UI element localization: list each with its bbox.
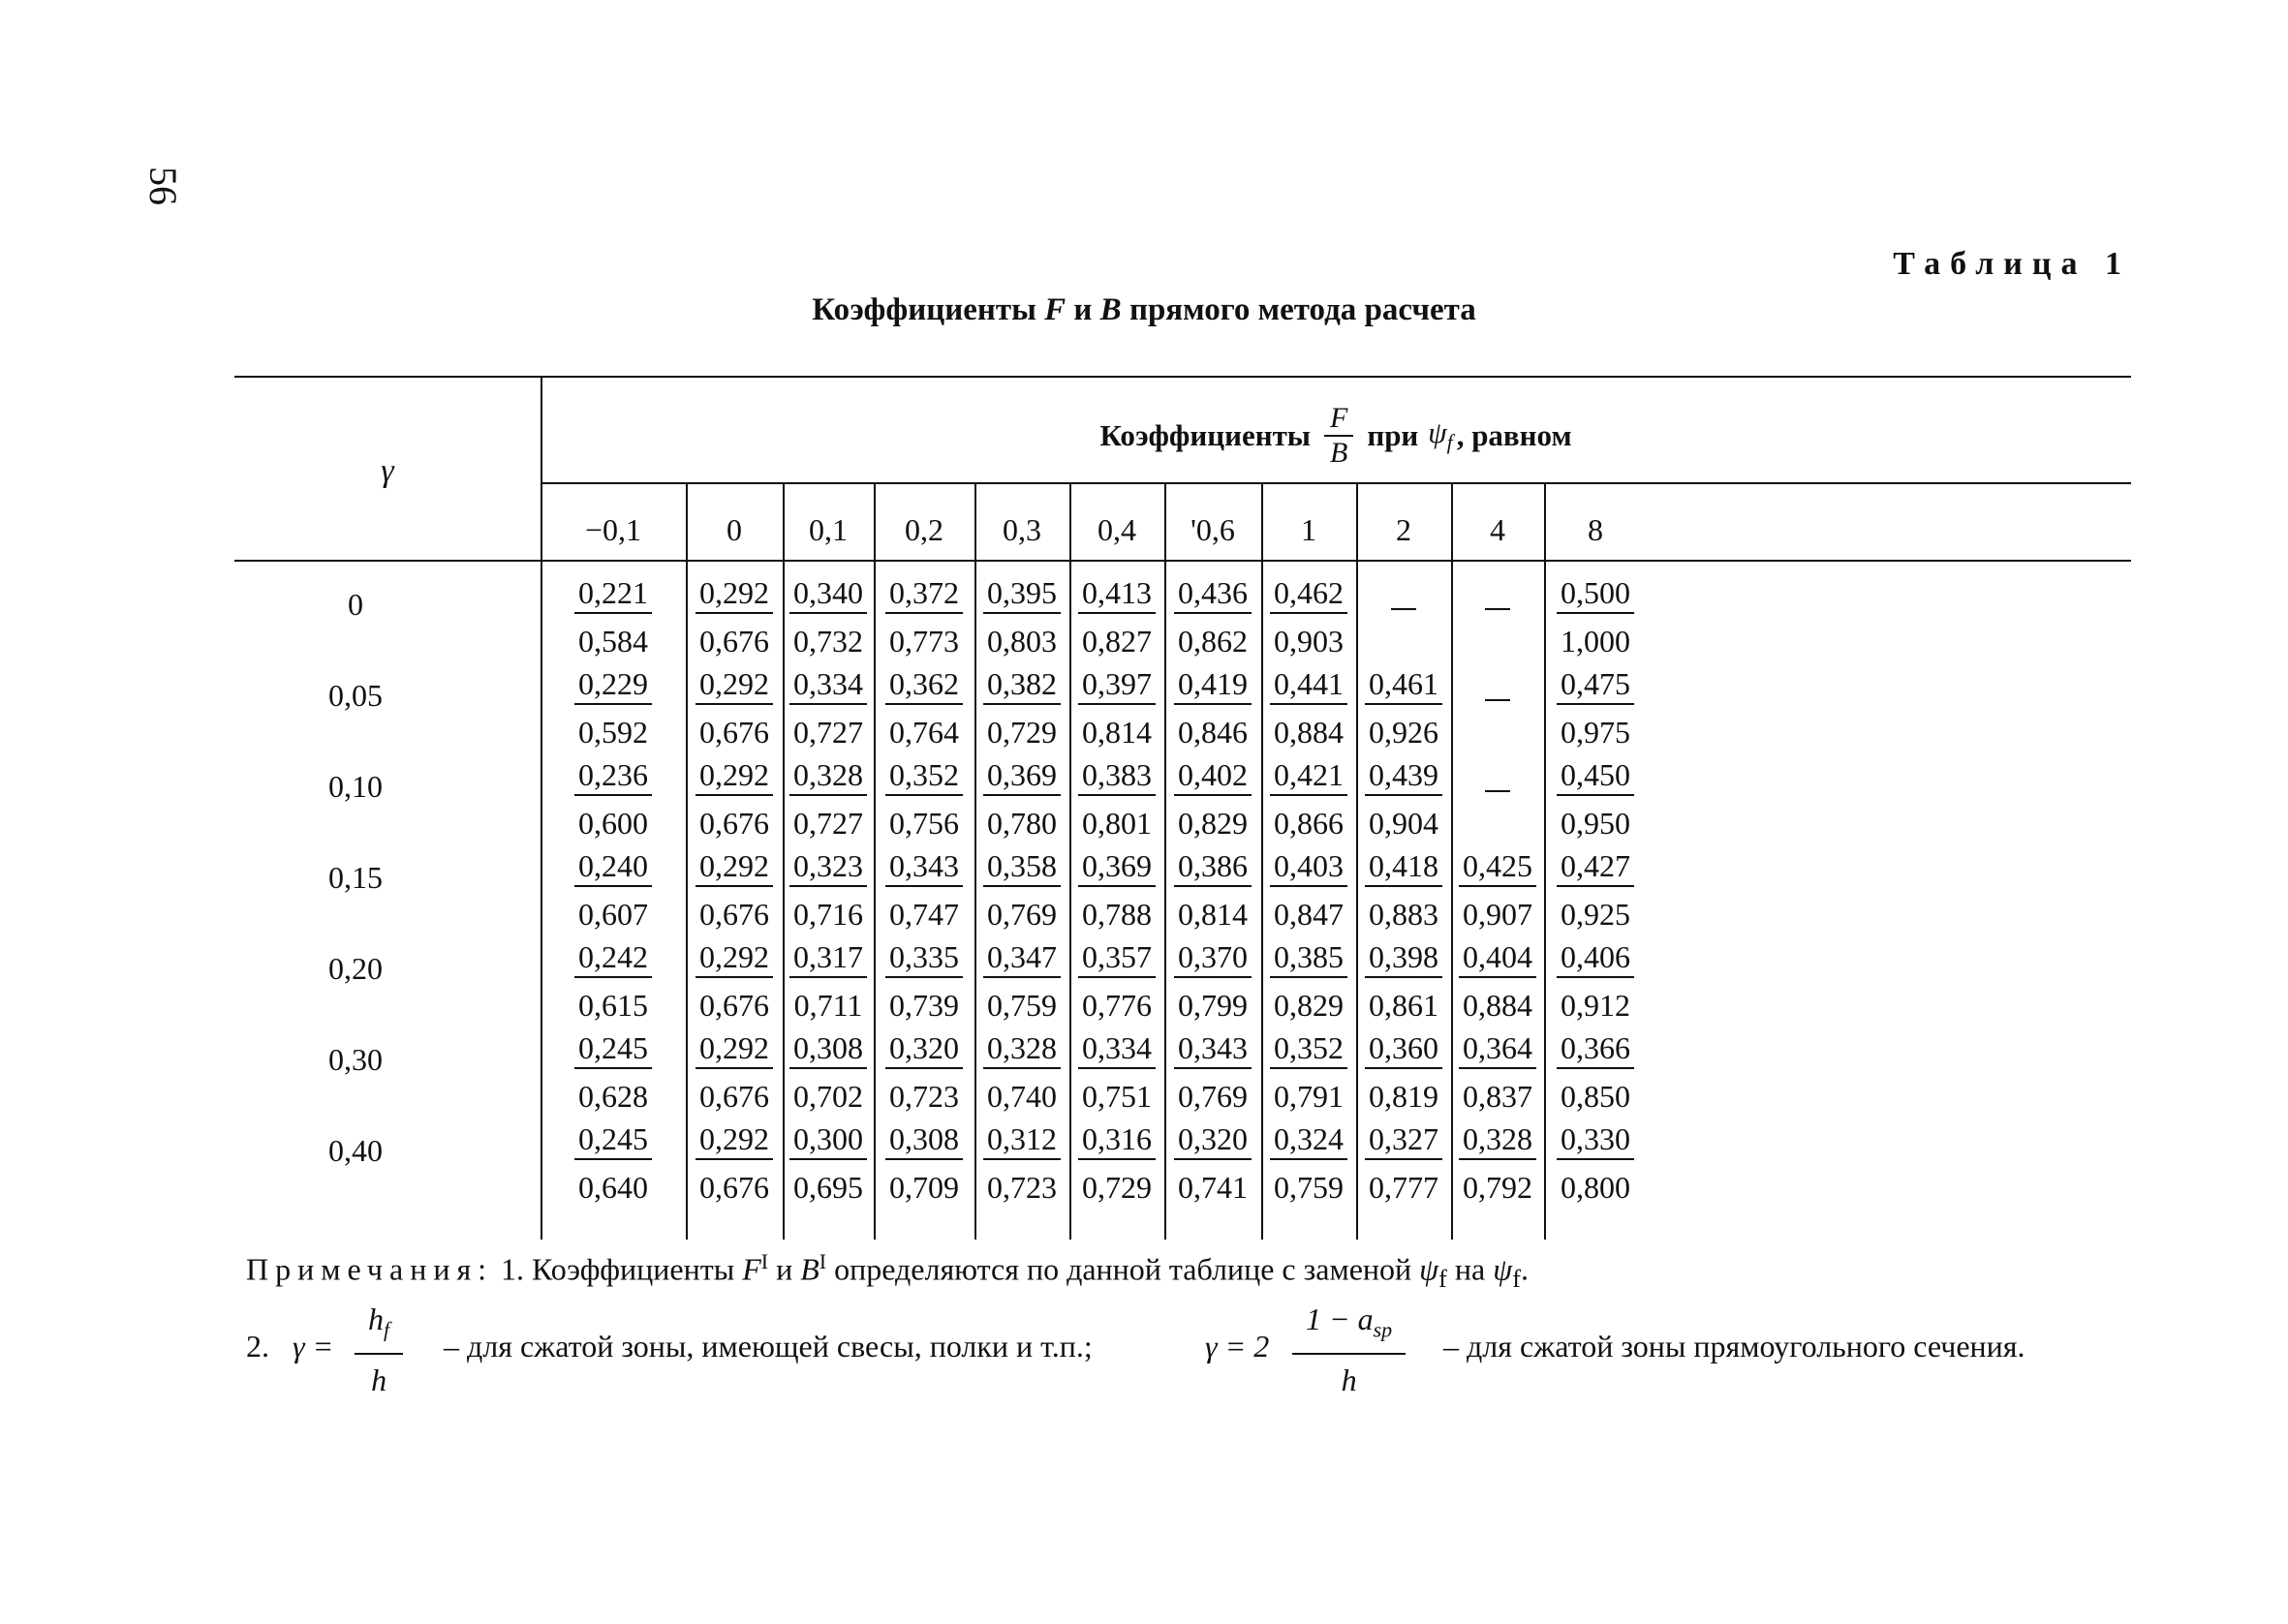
table-cell [1069, 932, 1164, 1023]
coefficient-f: 0,334 [1078, 1030, 1156, 1069]
coefficient-b: 1,000 [1561, 624, 1630, 659]
table-cell [874, 1023, 974, 1114]
fraction-denominator: B [1330, 437, 1348, 469]
table-cell [974, 1023, 1069, 1114]
coefficient-b: 0,727 [793, 715, 863, 750]
coefficient-f: 0,308 [885, 1121, 963, 1160]
coefficient-b: 0,925 [1561, 897, 1630, 932]
coefficient-f: 0,300 [789, 1121, 867, 1160]
dash-mark [1391, 608, 1416, 610]
table-cell [1544, 932, 1647, 1023]
table-cell [1261, 1114, 1356, 1205]
coefficient-f: 0,362 [885, 666, 963, 705]
coefficient-b: 0,904 [1369, 806, 1438, 841]
coefficient-f: 0,328 [789, 757, 867, 796]
table-cell [1164, 932, 1261, 1023]
header-bottom-rule [234, 560, 2131, 562]
coefficient-b: 0,769 [987, 897, 1057, 932]
table-cell [1451, 841, 1544, 932]
coefficient-f: 0,343 [1174, 1030, 1252, 1069]
table-cell [1069, 567, 1164, 659]
table-cell [541, 841, 686, 932]
coefficient-f: 0,328 [1459, 1121, 1536, 1160]
table-cell [1069, 659, 1164, 750]
coefficient-f: 0,292 [696, 848, 773, 887]
coefficient-f: 0,245 [574, 1121, 652, 1160]
dash-mark [1485, 608, 1510, 610]
coefficient-f: 0,312 [983, 1121, 1061, 1160]
coefficient-f: 0,441 [1270, 666, 1347, 705]
coefficient-f: 0,221 [574, 575, 652, 614]
gamma-value: 0,05 [328, 678, 383, 713]
coefficient-b: 0,829 [1178, 806, 1248, 841]
column-header: 0,4 [1098, 511, 1136, 547]
coefficient-f: 0,427 [1557, 848, 1634, 887]
coefficient-b: 0,600 [578, 806, 648, 841]
coefficient-b: 0,975 [1561, 715, 1630, 750]
coefficient-b: 0,676 [699, 806, 769, 841]
coefficient-b: 0,751 [1082, 1079, 1152, 1114]
title-text-after: прямого метода расчета [1121, 292, 1476, 327]
table-top-rule [234, 376, 2131, 378]
coefficient-b: 0,676 [699, 1079, 769, 1114]
coefficient-f: 0,292 [696, 666, 773, 705]
coefficient-b: 0,791 [1274, 1079, 1344, 1114]
coefficient-b: 0,640 [578, 1170, 648, 1205]
coefficient-b: 0,780 [987, 806, 1057, 841]
table-cell [874, 841, 974, 932]
coefficient-f: 0,245 [574, 1030, 652, 1069]
coefficient-f: 0,316 [1078, 1121, 1156, 1160]
table-cell [783, 1023, 874, 1114]
coefficient-f: 0,386 [1174, 848, 1252, 887]
table-cell [1164, 1023, 1261, 1114]
table-cell [1356, 1023, 1451, 1114]
table-cell [974, 1114, 1069, 1205]
table-cell-dash [1356, 567, 1451, 659]
fraction-hf-over-h: $\frac{h_f}{h}$ [355, 1300, 403, 1399]
table-cell [974, 567, 1069, 659]
table-cell [874, 750, 974, 841]
coefficient-b: 0,729 [987, 715, 1057, 750]
table-cell [1164, 659, 1261, 750]
table-cell [1451, 1023, 1544, 1114]
column-header: 2 [1396, 511, 1411, 547]
table-cell [1261, 841, 1356, 932]
coefficient-b: 0,847 [1274, 897, 1344, 932]
table-cell [783, 750, 874, 841]
table-cell [1356, 932, 1451, 1023]
coefficient-b: 0,732 [793, 624, 863, 659]
coefficient-b: 0,829 [1274, 988, 1344, 1023]
coefficient-b: 0,837 [1463, 1079, 1532, 1114]
coefficient-b: 0,777 [1369, 1170, 1438, 1205]
coefficient-b: 0,607 [578, 897, 648, 932]
table-cell [783, 1114, 874, 1205]
coefficient-b: 0,819 [1369, 1079, 1438, 1114]
table-cell [874, 932, 974, 1023]
coefficient-b: 0,729 [1082, 1170, 1152, 1205]
coefficient-f: 0,292 [696, 939, 773, 978]
coefficient-f: 0,500 [1557, 575, 1634, 614]
table-cell [874, 659, 974, 750]
table-cell [1261, 659, 1356, 750]
title-f: F [1044, 292, 1067, 327]
column-header: 0,3 [1003, 511, 1041, 547]
coefficient-f: 0,308 [789, 1030, 867, 1069]
coefficient-b: 0,592 [578, 715, 648, 750]
coefficient-f: 0,413 [1078, 575, 1156, 614]
coefficient-b: 0,723 [987, 1170, 1057, 1205]
table-cell [1261, 567, 1356, 659]
coefficient-f: 0,419 [1174, 666, 1252, 705]
table-cell [874, 567, 974, 659]
coefficient-f: 0,366 [1557, 1030, 1634, 1069]
column-header: −0,1 [584, 511, 642, 547]
table-cell [541, 1114, 686, 1205]
coefficient-f: 0,475 [1557, 666, 1634, 705]
coefficient-f: 0,382 [983, 666, 1061, 705]
coefficient-f: 0,418 [1365, 848, 1442, 887]
coefficient-b: 0,776 [1082, 988, 1152, 1023]
fraction-numerator: F [1324, 402, 1353, 437]
gamma-value: 0,10 [328, 769, 383, 804]
header-caption [541, 387, 2131, 484]
coefficient-f: 0,385 [1270, 939, 1347, 978]
coefficient-f: 0,364 [1459, 1030, 1536, 1069]
table-cell-dash [1451, 750, 1544, 841]
coefficient-b: 0,866 [1274, 806, 1344, 841]
coefficient-b: 0,676 [699, 988, 769, 1023]
coefficient-b: 0,827 [1082, 624, 1152, 659]
table-cell [686, 1023, 783, 1114]
coefficient-b: 0,862 [1178, 624, 1248, 659]
coefficient-b: 0,773 [889, 624, 959, 659]
coefficient-f: 0,357 [1078, 939, 1156, 978]
table-cell [974, 659, 1069, 750]
coefficient-f: 0,292 [696, 1121, 773, 1160]
coefficient-b: 0,709 [889, 1170, 959, 1205]
coefficient-f: 0,242 [574, 939, 652, 978]
note-2-text-2: – для сжатой зоны прямоугольного сечения. [1443, 1329, 2025, 1364]
coefficient-b: 0,727 [793, 806, 863, 841]
table-cell [1356, 1114, 1451, 1205]
coefficient-b: 0,846 [1178, 715, 1248, 750]
coefficient-f: 0,450 [1557, 757, 1634, 796]
table-cell [1544, 1114, 1647, 1205]
coefficient-b: 0,800 [1561, 1170, 1630, 1205]
coefficient-b: 0,695 [793, 1170, 863, 1205]
coefficient-b: 0,792 [1463, 1170, 1532, 1205]
coefficient-b: 0,769 [1178, 1079, 1248, 1114]
fraction-1-minus-asp-over-h: $1 - a_{sp}$ h [1292, 1300, 1406, 1399]
coefficient-b: 0,741 [1178, 1170, 1248, 1205]
coefficient-b: 0,861 [1369, 988, 1438, 1023]
psi-symbol: $\psi_f$ [1428, 415, 1453, 455]
table-cell [1261, 1023, 1356, 1114]
table-cell [541, 659, 686, 750]
note-2-number: 2. [246, 1329, 269, 1364]
coefficient-f: 0,383 [1078, 757, 1156, 796]
column-header: 0,1 [809, 511, 848, 547]
table-cell [974, 750, 1069, 841]
coefficient-f: 0,320 [1174, 1121, 1252, 1160]
coefficient-f: 0,402 [1174, 757, 1252, 796]
coefficient-f: 0,352 [1270, 1030, 1347, 1069]
table-cell [1544, 841, 1647, 932]
coefficient-f: 0,406 [1557, 939, 1634, 978]
table-cell [1261, 750, 1356, 841]
coefficient-b: 0,739 [889, 988, 959, 1023]
coefficient-f: 0,360 [1365, 1030, 1442, 1069]
coefficient-f: 0,343 [885, 848, 963, 887]
table-cell [1356, 841, 1451, 932]
coefficient-b: 0,716 [793, 897, 863, 932]
coefficient-f: 0,323 [789, 848, 867, 887]
column-header: 0 [727, 511, 742, 547]
table-cell [1069, 750, 1164, 841]
column-header: 4 [1490, 511, 1505, 547]
coefficient-f: 0,358 [983, 848, 1061, 887]
coefficient-b: 0,628 [578, 1079, 648, 1114]
table-cell [686, 750, 783, 841]
caption-after: , равном [1456, 418, 1572, 452]
table-cell [1069, 841, 1164, 932]
coefficient-b: 0,950 [1561, 806, 1630, 841]
coefficient-f: 0,334 [789, 666, 867, 705]
caption-before: Коэффициенты [1099, 418, 1311, 452]
table-cell [1261, 932, 1356, 1023]
coefficient-f: 0,292 [696, 757, 773, 796]
coefficient-f: 0,398 [1365, 939, 1442, 978]
column-header: 8 [1588, 511, 1603, 547]
dash-mark [1485, 699, 1510, 701]
coefficient-f: 0,320 [885, 1030, 963, 1069]
coefficient-f: 0,330 [1557, 1121, 1634, 1160]
table-cell [541, 932, 686, 1023]
gamma-value: 0,30 [328, 1042, 383, 1077]
coefficient-b: 0,801 [1082, 806, 1152, 841]
column-header: 1 [1301, 511, 1316, 547]
coefficient-b: 0,584 [578, 624, 648, 659]
coefficient-f: 0,352 [885, 757, 963, 796]
table-cell [686, 841, 783, 932]
table-cell [1544, 659, 1647, 750]
table-cell [974, 932, 1069, 1023]
coefficient-b: 0,814 [1082, 715, 1152, 750]
table-cell-dash [1451, 567, 1544, 659]
column-header: '0,6 [1190, 511, 1235, 547]
coefficient-f: 0,462 [1270, 575, 1347, 614]
table-cell-dash [1451, 659, 1544, 750]
table-cell [541, 1023, 686, 1114]
coefficient-b: 0,788 [1082, 897, 1152, 932]
coefficient-b: 0,615 [578, 988, 648, 1023]
table-cell [783, 841, 874, 932]
coefficient-f: 0,369 [1078, 848, 1156, 887]
table-cell [1164, 841, 1261, 932]
table-cell [1356, 750, 1451, 841]
table-cell [783, 932, 874, 1023]
coefficient-b: 0,711 [793, 988, 863, 1023]
coefficient-b: 0,883 [1369, 897, 1438, 932]
coefficient-f: 0,425 [1459, 848, 1536, 887]
table-cell [686, 1114, 783, 1205]
table-cell [1544, 567, 1647, 659]
gamma-value: 0 [348, 587, 363, 622]
table-cell [783, 659, 874, 750]
coefficient-b: 0,799 [1178, 988, 1248, 1023]
coefficient-b: 0,850 [1561, 1079, 1630, 1114]
coefficient-b: 0,912 [1561, 988, 1630, 1023]
table-label: Таблица 1 [1893, 246, 2131, 282]
coefficient-b: 0,676 [699, 715, 769, 750]
table-cell [1356, 659, 1451, 750]
table-cell [541, 750, 686, 841]
coefficient-f: 0,317 [789, 939, 867, 978]
coefficient-f: 0,369 [983, 757, 1061, 796]
table-cell [1164, 1114, 1261, 1205]
gamma-equals-1: γ = [293, 1329, 334, 1364]
caption-mid: при [1367, 418, 1419, 452]
table-cell [1164, 750, 1261, 841]
header-divider-rule [541, 482, 2131, 484]
coefficient-b: 0,756 [889, 806, 959, 841]
column-header: 0,2 [905, 511, 943, 547]
title-text-and: и [1066, 292, 1100, 327]
notes-heading: Примечания: [246, 1251, 494, 1287]
coefficient-f: 0,461 [1365, 666, 1442, 705]
title-b: B [1099, 292, 1122, 327]
coefficient-b: 0,759 [1274, 1170, 1344, 1205]
table-cell [686, 932, 783, 1023]
title-text-before: Коэффициенты [812, 292, 1045, 327]
table-cell [1451, 932, 1544, 1023]
gamma-value: 0,15 [328, 860, 383, 895]
note-2-text-1: – для сжатой зоны, имеющей свесы, полки и т.п.; [444, 1329, 1093, 1364]
coefficient-b: 0,759 [987, 988, 1057, 1023]
coefficient-f: 0,370 [1174, 939, 1252, 978]
coefficient-f: 0,436 [1174, 575, 1252, 614]
table-cell [974, 841, 1069, 932]
coefficient-f: 0,229 [574, 666, 652, 705]
gamma-value: 0,40 [328, 1133, 383, 1168]
coefficient-b: 0,926 [1369, 715, 1438, 750]
dash-mark [1485, 790, 1510, 792]
coefficient-f: 0,372 [885, 575, 963, 614]
coefficient-b: 0,702 [793, 1079, 863, 1114]
coefficient-b: 0,676 [699, 1170, 769, 1205]
table-cell [686, 659, 783, 750]
coefficient-f: 0,421 [1270, 757, 1347, 796]
table-cell [1544, 1023, 1647, 1114]
coefficient-b: 0,884 [1274, 715, 1344, 750]
coefficients-table [234, 376, 2131, 1240]
table-cell [541, 567, 686, 659]
coefficient-b: 0,903 [1274, 624, 1344, 659]
coefficient-f: 0,439 [1365, 757, 1442, 796]
coefficient-f: 0,403 [1270, 848, 1347, 887]
table-cell [1451, 1114, 1544, 1205]
coefficient-b: 0,803 [987, 624, 1057, 659]
header-fraction [1324, 402, 1353, 470]
coefficient-b: 0,676 [699, 897, 769, 932]
table-cell [783, 567, 874, 659]
table-cell [874, 1114, 974, 1205]
table-cell [1069, 1114, 1164, 1205]
coefficient-f: 0,340 [789, 575, 867, 614]
coefficient-f: 0,347 [983, 939, 1061, 978]
coefficient-b: 0,884 [1463, 988, 1532, 1023]
coefficient-b: 0,740 [987, 1079, 1057, 1114]
table-cell [1544, 750, 1647, 841]
coefficient-f: 0,395 [983, 575, 1061, 614]
gamma-value: 0,20 [328, 951, 383, 986]
coefficient-f: 0,397 [1078, 666, 1156, 705]
coefficient-f: 0,292 [696, 575, 773, 614]
coefficient-f: 0,236 [574, 757, 652, 796]
gamma-equals-2: γ = 2 [1205, 1329, 1270, 1364]
table-cell [1164, 567, 1261, 659]
coefficient-b: 0,814 [1178, 897, 1248, 932]
note-1: Примечания: 1. Коэффициенты $F^I$ и $B^I$ определяются по данной таблице с заменой $\psi_f$ на $\psi_f$. [246, 1249, 1530, 1294]
table-cell [686, 567, 783, 659]
coefficient-f: 0,404 [1459, 939, 1536, 978]
coefficient-f: 0,328 [983, 1030, 1061, 1069]
page-number: 56 [141, 167, 185, 205]
table-cell [1069, 1023, 1164, 1114]
coefficient-f: 0,292 [696, 1030, 773, 1069]
coefficient-b: 0,747 [889, 897, 959, 932]
table-title [0, 292, 2288, 328]
coefficient-b: 0,723 [889, 1079, 959, 1114]
coefficient-b: 0,764 [889, 715, 959, 750]
coefficient-b: 0,907 [1463, 897, 1532, 932]
coefficient-b: 0,676 [699, 624, 769, 659]
coefficient-f: 0,240 [574, 848, 652, 887]
gamma-header: γ [381, 453, 394, 489]
coefficient-f: 0,324 [1270, 1121, 1347, 1160]
note-2 [246, 1300, 2106, 1416]
coefficient-f: 0,335 [885, 939, 963, 978]
coefficient-f: 0,327 [1365, 1121, 1442, 1160]
